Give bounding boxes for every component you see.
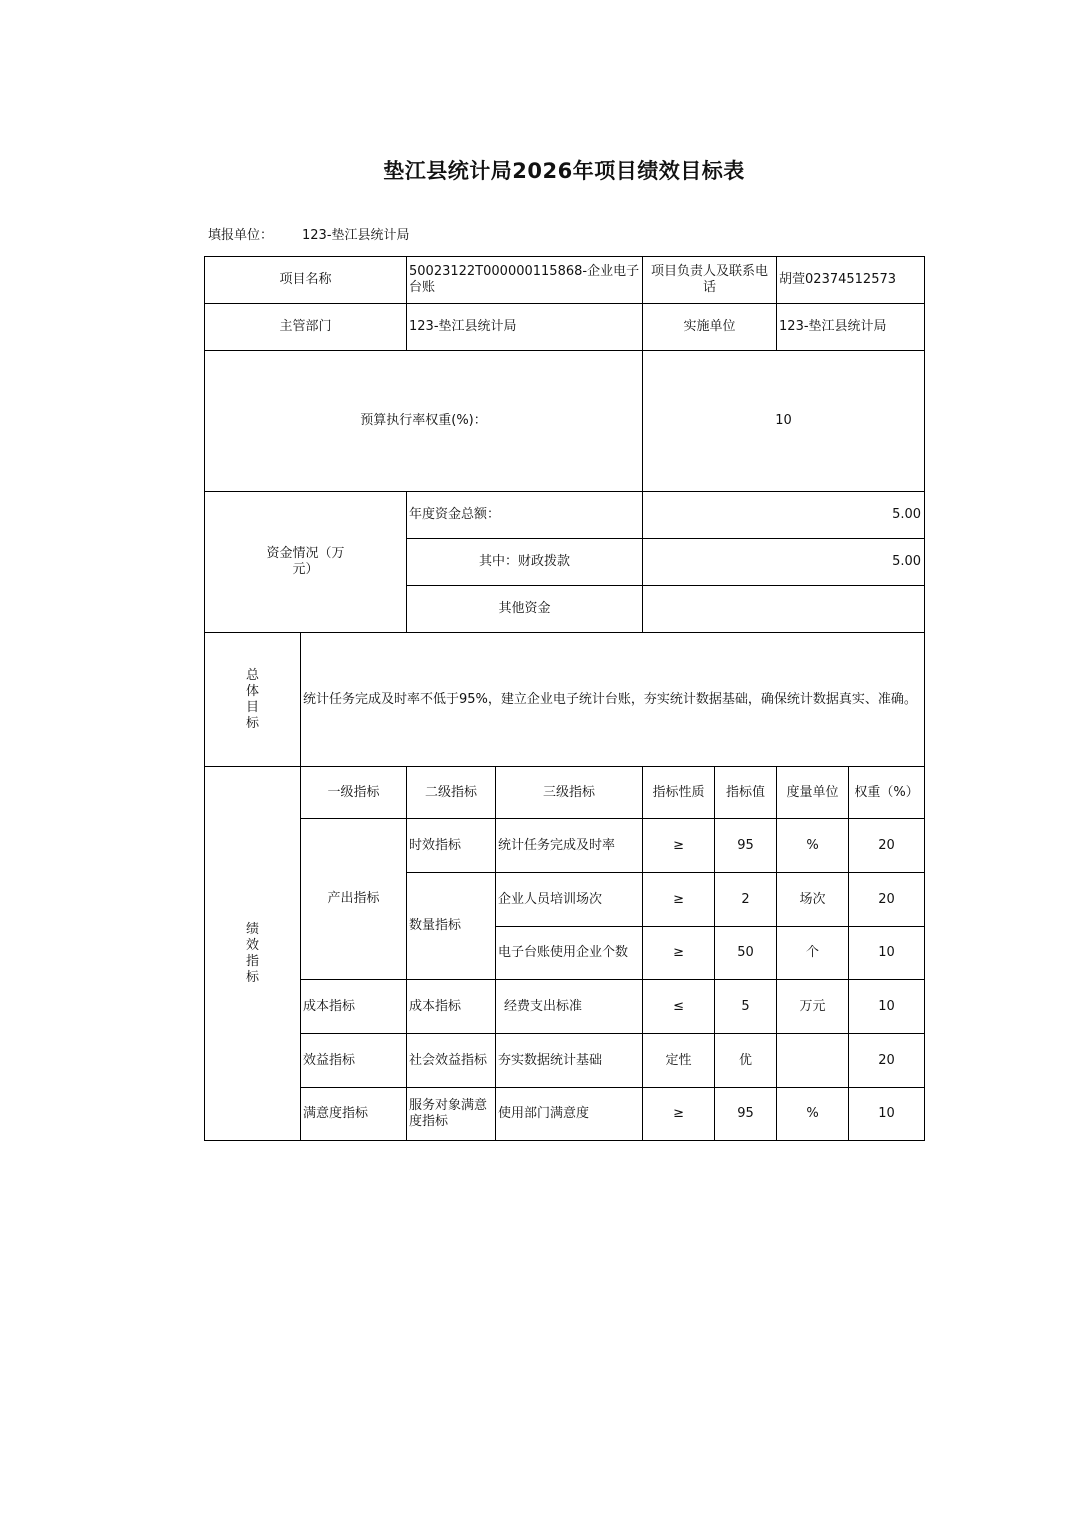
- group-output: 产出指标: [301, 819, 407, 980]
- dept-value: 123-垫江县统计局: [407, 304, 643, 351]
- dept-label: 主管部门: [205, 304, 407, 351]
- group-benefit: 效益指标: [301, 1034, 407, 1088]
- contact-value: 胡萱02374512573: [777, 257, 925, 304]
- indicator-name: 电子台账使用企业个数: [496, 927, 643, 980]
- indicator-nature: ≥: [643, 1088, 715, 1141]
- indicator-value: 95: [715, 1088, 777, 1141]
- total-funds-value: 5.00: [643, 492, 925, 539]
- indicator-weight: 10: [849, 927, 925, 980]
- indicator-name: 经费支出标准: [496, 980, 643, 1034]
- indicator-value: 95: [715, 819, 777, 873]
- indicator-value: 50: [715, 927, 777, 980]
- group-social: 社会效益指标: [407, 1034, 496, 1088]
- group-timeliness: 时效指标: [407, 819, 496, 873]
- group-satisfaction: 满意度指标: [301, 1088, 407, 1141]
- indicator-weight: 10: [849, 980, 925, 1034]
- other-funds-label: 其他资金: [407, 586, 643, 633]
- indicator-value: 5: [715, 980, 777, 1034]
- indicator-name: 夯实数据统计基础: [496, 1034, 643, 1088]
- total-funds-label: 年度资金总额：: [407, 492, 643, 539]
- group-cost-sub: 成本指标: [407, 980, 496, 1034]
- indicator-unit: 个: [777, 927, 849, 980]
- header-weight: 权重（%）: [849, 767, 925, 819]
- fiscal-funds-label: 其中：财政拨款: [407, 539, 643, 586]
- goal-text: 统计任务完成及时率不低于95%，建立企业电子统计台账，夯实统计数据基础，确保统计数据真实、准确。: [301, 633, 925, 767]
- impl-value: 123-垫江县统计局: [777, 304, 925, 351]
- indicator-unit: 场次: [777, 873, 849, 927]
- page-title: 垫江县统计局2026年项目绩效目标表: [383, 159, 745, 183]
- fill-unit-label: 填报单位：: [208, 228, 274, 243]
- indicator-nature: ≥: [643, 819, 715, 873]
- indicator-name: 统计任务完成及时率: [496, 819, 643, 873]
- indicators-label: 绩效指标: [205, 767, 301, 1141]
- indicator-value: 优: [715, 1034, 777, 1088]
- indicator-unit: %: [777, 1088, 849, 1141]
- header-level2: 二级指标: [407, 767, 496, 819]
- funds-label: 资金情况（万元）: [205, 492, 407, 633]
- indicator-unit: 万元: [777, 980, 849, 1034]
- indicator-name: 使用部门满意度: [496, 1088, 643, 1141]
- performance-table: [204, 256, 925, 1141]
- group-service: 服务对象满意度指标: [407, 1088, 496, 1141]
- indicator-weight: 20: [849, 819, 925, 873]
- header-level1: 一级指标: [301, 767, 407, 819]
- header-value: 指标值: [715, 767, 777, 819]
- contact-label: 项目负责人及联系电话: [643, 257, 777, 304]
- group-quantity: 数量指标: [407, 873, 496, 980]
- indicator-weight: 10: [849, 1088, 925, 1141]
- table-row: [205, 819, 925, 873]
- table-row: [205, 980, 925, 1034]
- indicator-nature: 定性: [643, 1034, 715, 1088]
- impl-label: 实施单位: [643, 304, 777, 351]
- group-cost: 成本指标: [301, 980, 407, 1034]
- goal-label: 总体目标: [205, 633, 301, 767]
- fill-unit-value: 123-垫江县统计局: [302, 228, 410, 243]
- fiscal-funds-value: 5.00: [643, 539, 925, 586]
- other-funds-value: [643, 586, 925, 633]
- indicator-unit: [777, 1034, 849, 1088]
- header-nature: 指标性质: [643, 767, 715, 819]
- budget-rate-value: 10: [643, 351, 925, 492]
- indicator-unit: %: [777, 819, 849, 873]
- table-row: [205, 1088, 925, 1141]
- indicator-weight: 20: [849, 873, 925, 927]
- header-level3: 三级指标: [496, 767, 643, 819]
- budget-rate-label: 预算执行率权重(%)：: [205, 351, 643, 492]
- indicator-nature: ≥: [643, 927, 715, 980]
- project-name-label: 项目名称: [205, 257, 407, 304]
- indicator-name: 企业人员培训场次: [496, 873, 643, 927]
- indicator-weight: 20: [849, 1034, 925, 1088]
- indicator-nature: ≥: [643, 873, 715, 927]
- indicator-value: 2: [715, 873, 777, 927]
- project-name-value: 50023122T000000115868-企业电子台账: [407, 257, 643, 304]
- indicator-nature: ≤: [643, 980, 715, 1034]
- header-unit: 度量单位: [777, 767, 849, 819]
- table-row: [205, 1034, 925, 1088]
